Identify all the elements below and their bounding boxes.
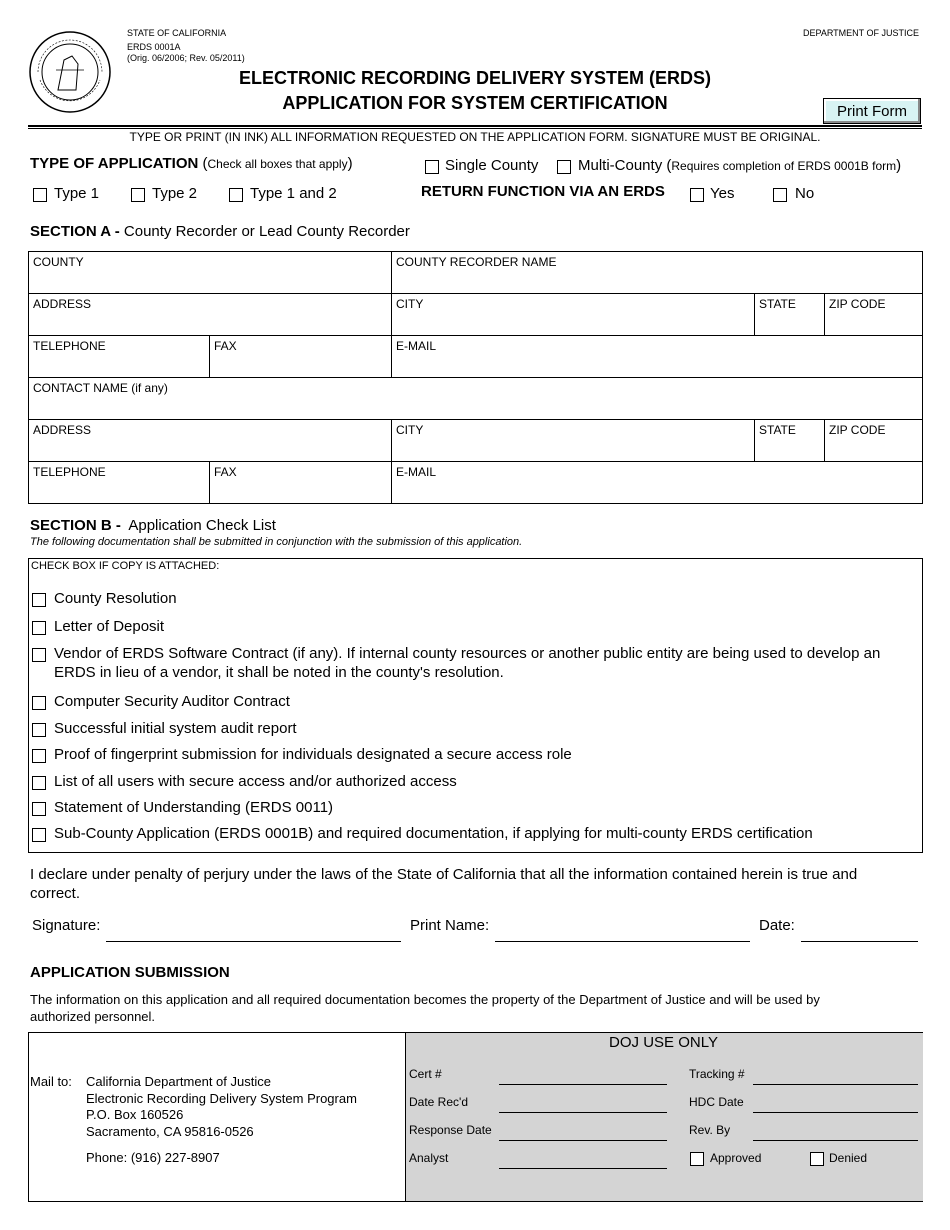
checklist-checkbox[interactable] [32,648,46,662]
checklist-item-continuation: ERDS in lieu of a vendor, it shall be noted in the county's resolution. [54,664,504,681]
contact-address-field[interactable]: ADDRESS [28,419,392,462]
print-name-label: Print Name: [410,917,490,934]
date-recd-label: Date Rec'd [409,1095,468,1109]
doj-title: DOJ USE ONLY [609,1034,718,1051]
date-recd-line[interactable] [499,1112,667,1113]
declaration-text-cont: correct. [30,885,81,902]
type1-and-2-checkbox[interactable] [229,188,243,202]
county-field[interactable]: COUNTY [28,251,392,294]
submission-text-cont: authorized personnel. [30,1009,156,1024]
checklist-checkbox[interactable] [32,621,46,635]
header-rule [28,125,922,129]
mailing-address [86,1074,357,1140]
denied-checkbox[interactable] [810,1152,824,1166]
type1-checkbox[interactable] [33,188,47,202]
hdc-date-label: HDC Date [689,1095,744,1109]
hdc-date-line[interactable] [753,1112,918,1113]
state-label: STATE OF CALIFORNIA [127,28,227,38]
checklist-checkbox[interactable] [32,776,46,790]
rev-by-label: Rev. By [689,1123,731,1137]
contact-name-field[interactable]: CONTACT NAME (if any) [28,377,923,420]
contact-telephone-field[interactable]: TELEPHONE [28,461,210,504]
checklist-checkbox[interactable] [32,828,46,842]
form-subtitle: APPLICATION FOR SYSTEM CERTIFICATION [282,93,668,113]
signature-line[interactable] [106,941,401,942]
section-a-heading: SECTION A - County Recorder or Lead County Recorder [30,223,410,240]
address-line: Electronic Recording Delivery System Program [86,1090,357,1106]
return-no-checkbox[interactable] [773,188,787,202]
form-revision: (Orig. 06/2006; Rev. 05/2011) [127,53,245,63]
single-county-label: Single County [445,157,539,174]
tracking-label: Tracking # [689,1067,745,1081]
approved-label: Approved [710,1151,762,1165]
denied-label: Denied [829,1151,868,1165]
return-function-label: RETURN FUNCTION VIA AN ERDS [421,183,665,200]
contact-city-field[interactable]: CITY [391,419,755,462]
checklist-checkbox[interactable] [32,723,46,737]
analyst-label: Analyst [409,1151,449,1165]
checklist-checkbox[interactable] [32,593,46,607]
city-field[interactable]: CITY [391,293,755,336]
multi-county-label: Multi-County (Requires completion of ERDS 0001B form) [578,157,902,174]
return-yes-checkbox[interactable] [690,188,704,202]
zip-field[interactable]: ZIP CODE [824,293,923,336]
type2-checkbox[interactable] [131,188,145,202]
checklist-title: CHECK BOX IF COPY IS ATTACHED: [31,560,220,572]
date-label: Date: [759,917,795,934]
approved-checkbox[interactable] [690,1152,704,1166]
print-form-button[interactable]: Print Form [823,98,921,124]
telephone-field[interactable]: TELEPHONE [28,335,210,378]
mail-to-label: Mail to: [30,1074,72,1089]
checklist-checkbox[interactable] [32,802,46,816]
response-date-label: Response Date [409,1123,492,1137]
address-line: Sacramento, CA 95816-0526 [86,1123,254,1139]
return-yes-label: Yes [710,185,735,202]
doj-panel [405,1033,923,1201]
form-title: ELECTRONIC RECORDING DELIVERY SYSTEM (ERDS) [238,68,712,88]
address-line: P.O. Box 160526 [86,1107,184,1122]
checklist-checkbox[interactable] [32,749,46,763]
analyst-line[interactable] [499,1168,667,1169]
email-field[interactable]: E-MAIL [391,335,923,378]
instructions: TYPE OR PRINT (IN INK) ALL INFORMATION REQUESTED ON THE APPLICATION FORM. SIGNATURE MUST BE ORIGINAL. [129,130,821,144]
department-label: DEPARTMENT OF JUSTICE [802,28,919,38]
declaration-text: I declare under penalty of perjury under the laws of the State of California that all the information contained herein is true and [30,866,858,883]
address-field[interactable]: ADDRESS [28,293,392,336]
checklist-checkbox[interactable] [32,696,46,710]
single-county-checkbox[interactable] [425,160,439,174]
recorder-name-field[interactable]: COUNTY RECORDER NAME [391,251,923,294]
submission-heading: APPLICATION SUBMISSION [30,964,230,981]
cert-line[interactable] [499,1084,667,1085]
contact-fax-field[interactable]: FAX [209,461,392,504]
phone-number: Phone: (916) 227-8907 [86,1150,220,1165]
contact-email-field[interactable]: E-MAIL [391,461,923,504]
state-field[interactable]: STATE [754,293,825,336]
form-number: ERDS 0001A [127,42,181,52]
response-date-line[interactable] [499,1140,667,1141]
tracking-line[interactable] [753,1084,918,1085]
section-b-heading: SECTION B - Application Check List [30,517,276,534]
address-line: California Department of Justice [86,1074,271,1089]
return-no-label: No [795,185,815,202]
rev-by-line[interactable] [753,1140,918,1141]
signature-label: Signature: [32,917,101,934]
type1-and-2-label: Type 1 and 2 [250,185,337,202]
fax-field[interactable]: FAX [209,335,392,378]
cert-label: Cert # [409,1067,442,1081]
contact-zip-field[interactable]: ZIP CODE [824,419,923,462]
print-name-line[interactable] [495,941,750,942]
date-line[interactable] [801,941,918,942]
multi-county-checkbox[interactable] [557,160,571,174]
section-b-note: The following documentation shall be submitted in conjunction with the submission of this application. [30,536,523,548]
type1-label: Type 1 [54,185,100,202]
contact-state-field[interactable]: STATE [754,419,825,462]
type-of-application-heading: TYPE OF APPLICATION (Check all boxes that apply) [30,155,353,172]
submission-text: The information on this application and all required documentation becomes the property of the Department of Justice and will be used by [30,992,820,1007]
type2-label: Type 2 [152,185,198,202]
